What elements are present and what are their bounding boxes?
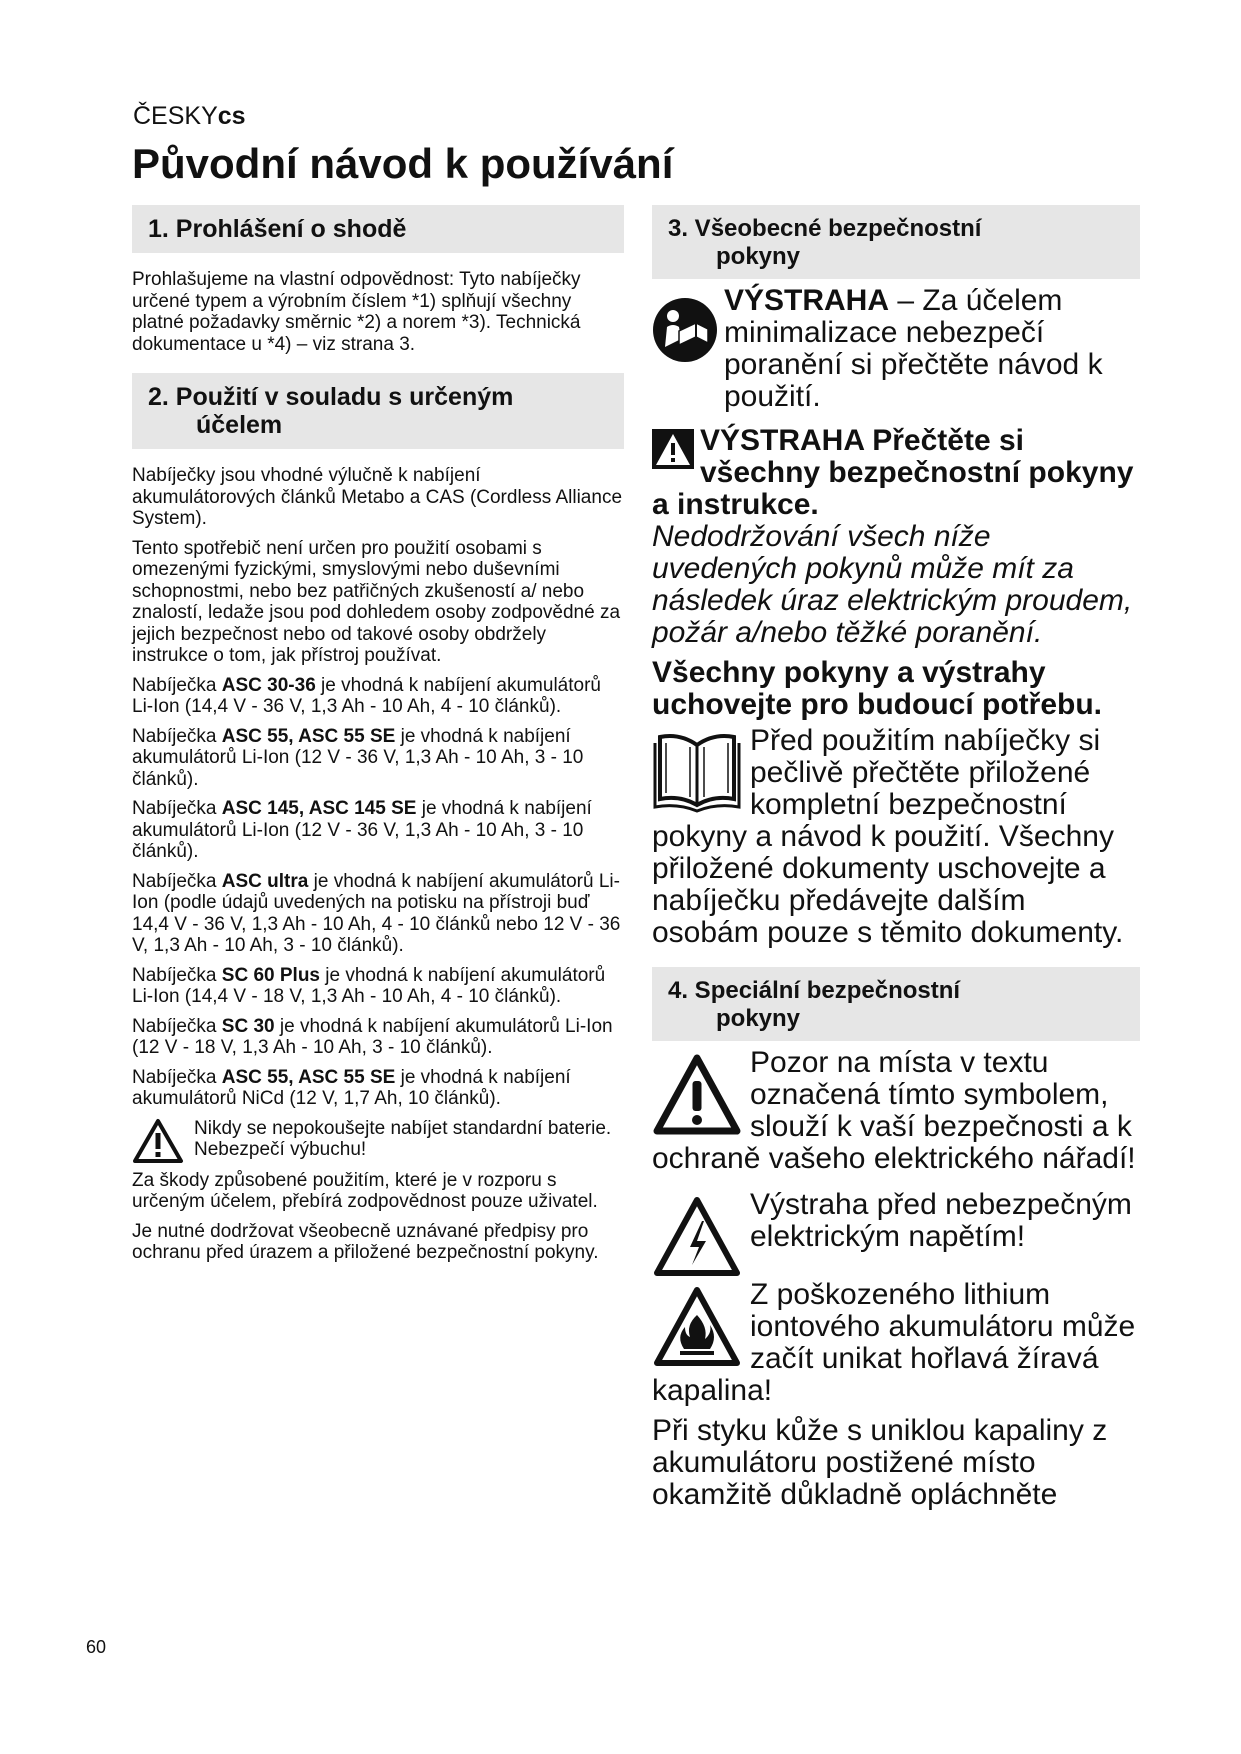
- voltage-warning-text: Výstraha před nebezpečným elektrickým napětím!: [750, 1188, 1132, 1253]
- section4-heading: [652, 967, 1140, 1041]
- high-voltage-icon: [652, 1195, 742, 1279]
- section4-heading-line2: pokyny: [716, 1005, 801, 1032]
- fire-warning: [652, 1279, 1140, 1407]
- section3-heading-line2: pokyny: [716, 243, 801, 270]
- charger-item: Nabíječka SC 30 je vhodná k nabíjení akumulátorů Li-Ion (12 V - 18 V, 1,3 Ah - 10 Ah, 3 - 10 článků).: [132, 1015, 613, 1058]
- caution-triangle-icon: [652, 1053, 742, 1137]
- flammable-icon: [652, 1285, 742, 1369]
- right-column: [652, 205, 1140, 1511]
- section1-heading-text: 1. Prohlášení o shodě: [148, 215, 407, 243]
- section3-heading-line1: 3. Všeobecné bezpečnostní: [668, 215, 982, 242]
- read-manual-icon: [652, 297, 718, 363]
- book-icon: [652, 729, 742, 813]
- fire-warning-text: Z poškozeného lithium iontového akumulátoru může začít unikat hořlavá žíravá kapalina!: [652, 1278, 1136, 1407]
- section4-heading-line1: 4. Speciální bezpečnostní: [668, 977, 961, 1004]
- section2-heading-line2: účelem: [196, 411, 283, 439]
- section2-heading: [132, 373, 624, 449]
- usage-para3: Za škody způsobené použitím, které je v rozporu s určeným účelem, přebírá zodpovědnost pouze uživatel.: [132, 1169, 598, 1212]
- keep-instructions: Všechny pokyny a výstrahy uchovejte pro budoucí potřebu.: [652, 656, 1102, 721]
- usage-para1: Nabíječky jsou vhodné výlučně k nabíjení akumulátorových článků Metabo a CAS (Cordless Alliance System).: [132, 465, 623, 529]
- caution-notice: [652, 1047, 1140, 1175]
- read-manual-warning: [652, 285, 1140, 413]
- skin-contact-text: Při styku kůže s uniklou kapaliny z akumulátoru postižené místo okamžitě důkladně opláchněte: [652, 1414, 1108, 1511]
- language-label: [133, 102, 246, 131]
- warning-triangle-icon: [132, 1118, 184, 1164]
- caution-text: Pozor na místa v textu označená tímto symbolem, slouží k vaší bezpečnosti a k ochraně vašeho elektrického nářadí!: [652, 1046, 1136, 1175]
- charger-item: Nabíječka ASC ultra je vhodná k nabíjení akumulátorů Li-Ion (podle údajů uvedených na potisku na přístroji buď 14,4 V - 36 V, 1,3 Ah - 10 Ah, 4 - 10 článků nebo 12 V - 36 V, 1,3 Ah - 10 Ah, 3 - 10 článků).: [132, 870, 621, 956]
- page-title: Původní návod k používání: [132, 140, 674, 187]
- left-column: [132, 205, 624, 1272]
- charger-item: Nabíječka ASC 55, ASC 55 SE je vhodná k nabíjení akumulátorů NiCd (12 V, 1,7 Ah, 10 článků).: [132, 1066, 571, 1109]
- charger-item: Nabíječka ASC 145, ASC 145 SE je vhodná k nabíjení akumulátorů Li-Ion (12 V - 36 V, 1,3 Ah - 10 Ah, 3 - 10 článků).: [132, 798, 592, 862]
- charger-item: Nabíječka ASC 55, ASC 55 SE je vhodná k nabíjení akumulátorů Li-Ion (12 V - 36 V, 1,3 Ah - 10 Ah, 3 - 10 článků).: [132, 725, 584, 790]
- warning-triangle-icon: [652, 429, 694, 469]
- charger-item: Nabíječka SC 60 Plus je vhodná k nabíjení akumulátorů Li-Ion (14,4 V - 18 V, 1,3 Ah - 10 Ah, 4 - 10 článků).: [132, 964, 606, 1007]
- explosion-warning-text: Nikdy se nepokoušejte nabíjet standardní baterie. Nebezpečí výbuchu!: [194, 1117, 612, 1160]
- charger-item: Nabíječka ASC 30-36 je vhodná k nabíjení akumulátorů Li-Ion (14,4 V - 36 V, 1,3 Ah - 10 Ah, 4 - 10 článků).: [132, 674, 601, 717]
- book-notice: [652, 725, 1140, 949]
- voltage-warning: [652, 1189, 1140, 1253]
- section1-heading: [132, 205, 624, 253]
- usage-para2: Tento spotřebič není určen pro použití osobami s omezenými fyzickými, smyslovými nebo duševními schopnostmi, nebo bez patřičných zkušeností a/ nebo znalostí, ledaže jsou pod dohledem osoby zodpovědné za jejich bezpečnost nebo od takové osoby obdržely instrukce o tom, jak přístroj používat.: [132, 537, 621, 666]
- section3-heading: [652, 205, 1140, 279]
- page-number: 60: [86, 1637, 107, 1657]
- explosion-warning: [132, 1118, 624, 1164]
- read-manual-text: VÝSTRAHA – Za účelem minimalizace nebezpečí poranění si přečtěte návod k použití.: [724, 284, 1103, 413]
- declaration-text: Prohlašujeme na vlastní odpovědnost: Tyto nabíječky určené typem a výrobním číslem *1) splňují všechny platné požadavky směrnic *2) a norem *3). Technická dokumentace u *4) – viz strana 3.: [132, 269, 581, 355]
- usage-para4: Je nutné dodržovat všeobecně uznávané předpisy pro ochranu před úrazem a přiložené bezpečnostní pokyny.: [132, 1220, 599, 1263]
- language-name: ČESKY: [133, 102, 218, 130]
- language-code: cs: [217, 102, 246, 130]
- general-warning: [652, 425, 1140, 521]
- book-notice-text: Před použitím nabíječky si pečlivě přečtěte přiložené kompletní bezpečnostní pokyny a návod k použití. Všechny přiložené dokumenty uschovejte a nabíječku předávejte dalším osobám pouze s těmito dokumenty.: [652, 724, 1124, 949]
- general-warning-text: VÝSTRAHA Přečtěte si všechny bezpečnostní pokyny a instrukce.: [652, 424, 1134, 521]
- general-warning-consequence: Nedodržování všech níže uvedených pokynů může mít za následek úraz elektrickým proudem, požár a/nebo těžké poranění.: [652, 520, 1133, 649]
- section2-heading-line1: 2. Použití v souladu s určeným: [148, 383, 514, 411]
